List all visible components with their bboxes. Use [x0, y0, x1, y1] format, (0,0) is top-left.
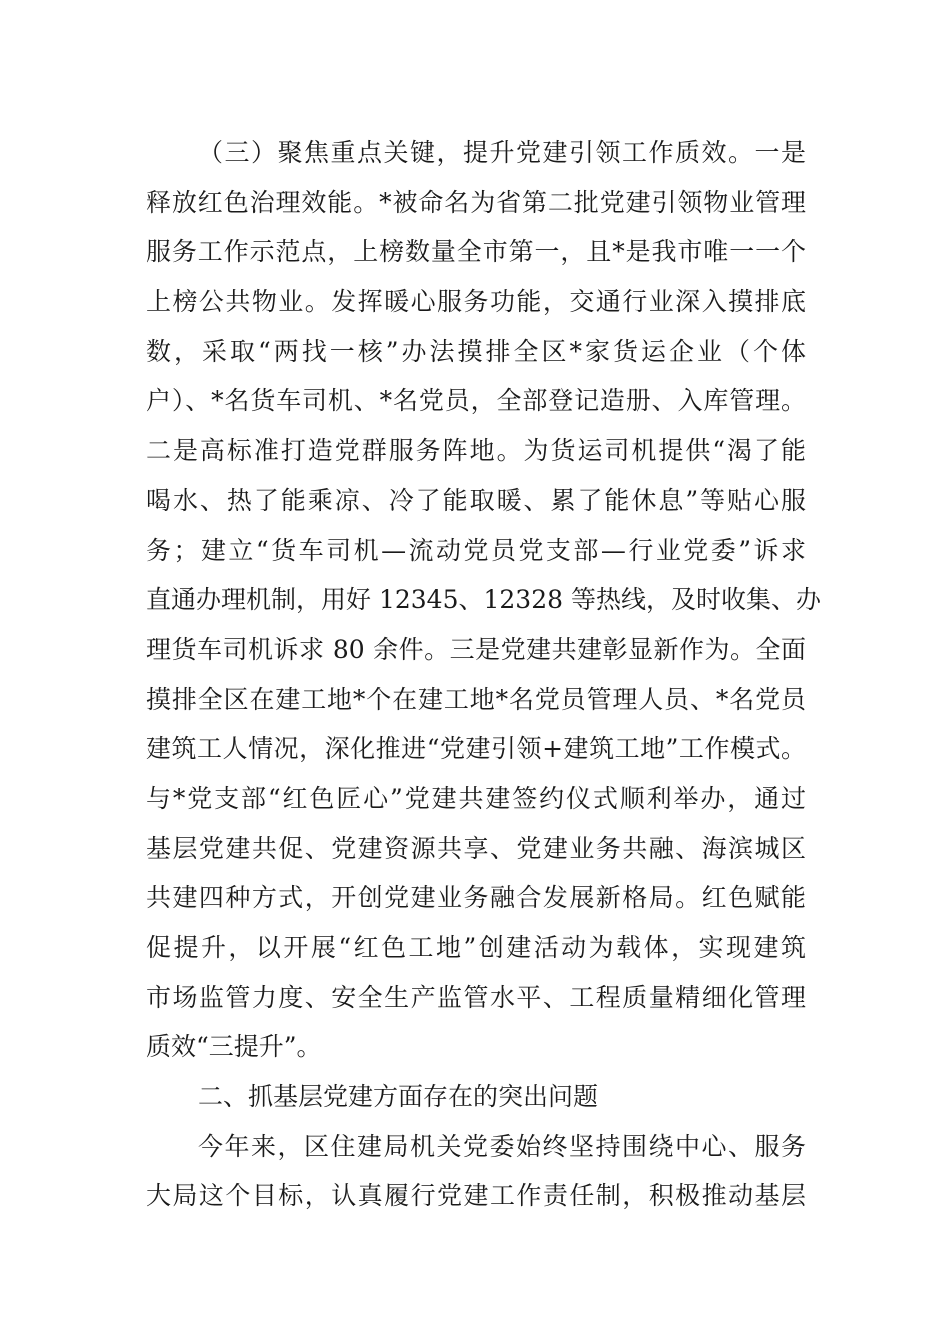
text-line: 释放红色治理效能。*被命名为省第二批党建引领物业管理 — [146, 187, 806, 217]
text-line: 数，采取“两找一核”办法摸排全区*家货运企业（个体 — [146, 336, 806, 366]
text-line: 市场监管力度、安全生产监管水平、工程质量精细化管理 — [146, 982, 806, 1012]
text-line: 喝水、热了能乘凉、冷了能取暖、累了能休息”等贴心服 — [146, 485, 806, 515]
text-line: 建筑工人情况，深化推进“党建引领+建筑工地”工作模式。 — [146, 734, 806, 764]
text-line: 大局这个目标，认真履行党建工作责任制，积极推动基层 — [146, 1181, 806, 1211]
text-line: 今年来，区住建局机关党委始终坚持围绕中心、服务 — [198, 1131, 806, 1161]
text-line: 服务工作示范点，上榜数量全市第一，且*是我市唯一一个 — [146, 237, 806, 267]
text-line: 质效“三提升”。 — [146, 1032, 322, 1062]
text-line: 上榜公共物业。发挥暖心服务功能，交通行业深入摸排底 — [146, 287, 806, 317]
text-line: 与*党支部“红色匠心”党建共建签约仪式顺利举办，通过 — [146, 783, 806, 813]
text-line: 摸排全区在建工地*个在建工地*名党员管理人员、*名党员 — [146, 684, 806, 714]
paragraph-party-building-effectiveness — [146, 128, 821, 1072]
text-line: 理货车司机诉求 80 余件。三是党建共建彰显新作为。全面 — [146, 634, 806, 664]
text-line: 直通办理机制，用好 12345、12328 等热线，及时收集、办 — [146, 585, 821, 615]
text-line: 基层党建共促、党建资源共享、党建业务共融、海滨城区 — [146, 833, 806, 863]
text-line: 促提升，以开展“红色工地”创建活动为载体，实现建筑 — [146, 933, 806, 962]
text-line: （三）聚焦重点关键，提升党建引领工作质效。一是 — [198, 138, 806, 167]
text-line: 户）、*名货车司机、*名党员，全部登记造册、入库管理。 — [146, 386, 806, 416]
text-line: 务；建立“货车司机—流动党员党支部—行业党委”诉求 — [146, 535, 806, 565]
paragraph-intro — [146, 1122, 806, 1221]
text-line: 共建四种方式，开创党建业务融合发展新格局。红色赋能 — [146, 883, 806, 913]
text-line: 二是高标准打造党群服务阵地。为货运司机提供“渴了能 — [146, 436, 806, 466]
section-heading: 二、抓基层党建方面存在的突出问题 — [198, 1082, 599, 1112]
document-body — [146, 128, 821, 1221]
